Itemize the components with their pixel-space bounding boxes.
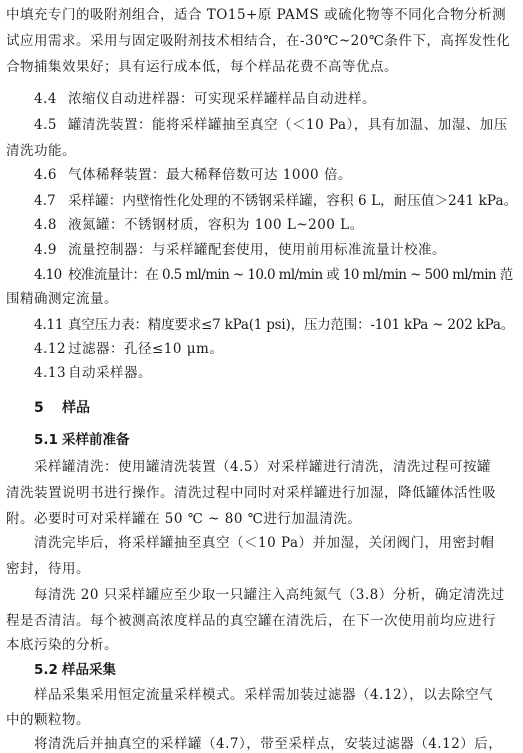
list-item [34,266,513,284]
item-number: 4.12 [34,341,67,357]
item-text: 校准流量计：在 0.5 ml/min ~ 10.0 ml/min 或 10 ml/min ~ 500 ml/min 范 [68,267,513,283]
list-item [34,116,508,134]
paragraph-line: 附。必要时可对采样罐在 50 ℃ ~ 80 ℃进行加温清洗。 [6,511,362,527]
item-text: 采样罐：内壁惰性化处理的不锈钢采样罐，容积 6 L，耐压值＞241 kPa。 [68,193,518,209]
subsection-title: 样品采集 [62,662,116,678]
list-item-continuation: 围精确测定流量。 [6,291,118,307]
paragraph-line: 本底污染的分析。 [6,637,118,653]
item-number: 4.4 [34,91,57,107]
paragraph-line: 将清洗后并抽真空的采样罐（4.7），带至采样点，安装过滤器（4.12）后， [34,736,503,752]
subsection-heading [34,430,130,450]
list-item [34,241,446,259]
paragraph-line: 样品采集采用恒定流量采样模式。采样需加装过滤器（4.12），以去除空气 [34,687,494,703]
item-text: 流量控制器：与采样罐配套使用，使用前用标准流量计校准。 [68,242,446,258]
item-text: 自动采样器。 [68,365,152,381]
item-number: 4.11 [34,317,64,333]
list-item [34,90,376,108]
item-text: 气体稀释装置：最大稀释倍数可达 1000 倍。 [68,167,352,183]
item-text: 真空压力表：精度要求≤7 kPa(1 psi)，压力范围：-101 kPa ~ 202 kPa。 [68,317,515,333]
list-item [34,192,517,210]
paragraph-line: 清洗完毕后，将采样罐抽至真空（＜10 Pa）并加湿，关闭阀门，用密封帽 [34,535,495,551]
list-item [34,316,514,334]
section-number: 5 [34,400,44,416]
paragraph-line: 清洗装置说明书进行操作。清洗过程中同时对采样罐进行加湿，降低罐体活性吸 [6,485,496,501]
item-number: 4.10 [34,267,62,283]
item-number: 4.8 [34,217,57,233]
subsection-number: 5.1 [34,432,58,448]
list-item [34,166,352,184]
section-heading [34,398,90,418]
item-number: 4.7 [34,193,56,209]
paragraph-line: 中的颗粒物。 [6,712,90,728]
list-item [34,216,364,234]
paragraph-line: 采样罐清洗：使用罐清洗装置（4.5）对采样罐进行清洗，清洗过程可按罐 [34,459,491,475]
list-item-continuation: 清洗功能。 [6,143,76,159]
item-text: 液氮罐：不锈钢材质，容积为 100 L~200 L。 [68,217,364,233]
text-line: 试应用需求。采用与固定吸附剂技术相结合，在-30℃~20℃条件下，高挥发性化 [6,33,511,49]
text-line: 中填充专门的吸附剂组合，适合 TO15+原 PAMS 或硫化物等不同化合物分析测 [6,7,507,23]
subsection-heading [34,660,116,680]
text-line: 合物捕集效果好；具有运行成本低，每个样品花费不高等优点。 [6,59,398,75]
item-number: 4.6 [34,167,57,183]
paragraph-line: 程是否清洁。每个被测高浓度样品的真空罐在清洗后，在下一次使用前均应进行 [6,613,496,629]
item-number: 4.13 [34,365,67,381]
item-text: 过滤器：孔径≤10 μm。 [68,341,224,357]
subsection-number: 5.2 [34,662,58,678]
item-text: 罐清洗装置：能将采样罐抽至真空（＜10 Pa），具有加温、加湿、加压 [68,117,508,133]
list-item [34,364,152,382]
section-title: 样品 [62,400,90,416]
item-text: 浓缩仪自动进样器：可实现采样罐样品自动进样。 [68,91,376,107]
subsection-title: 采样前准备 [62,432,130,448]
list-item [34,340,223,358]
paragraph-line: 每清洗 20 只采样罐应至少取一只罐注入高纯氮气（3.8）分析，确定清洗过 [34,587,505,603]
paragraph-line: 密封，待用。 [6,561,90,577]
item-number: 4.5 [34,117,57,133]
item-number: 4.9 [34,242,57,258]
